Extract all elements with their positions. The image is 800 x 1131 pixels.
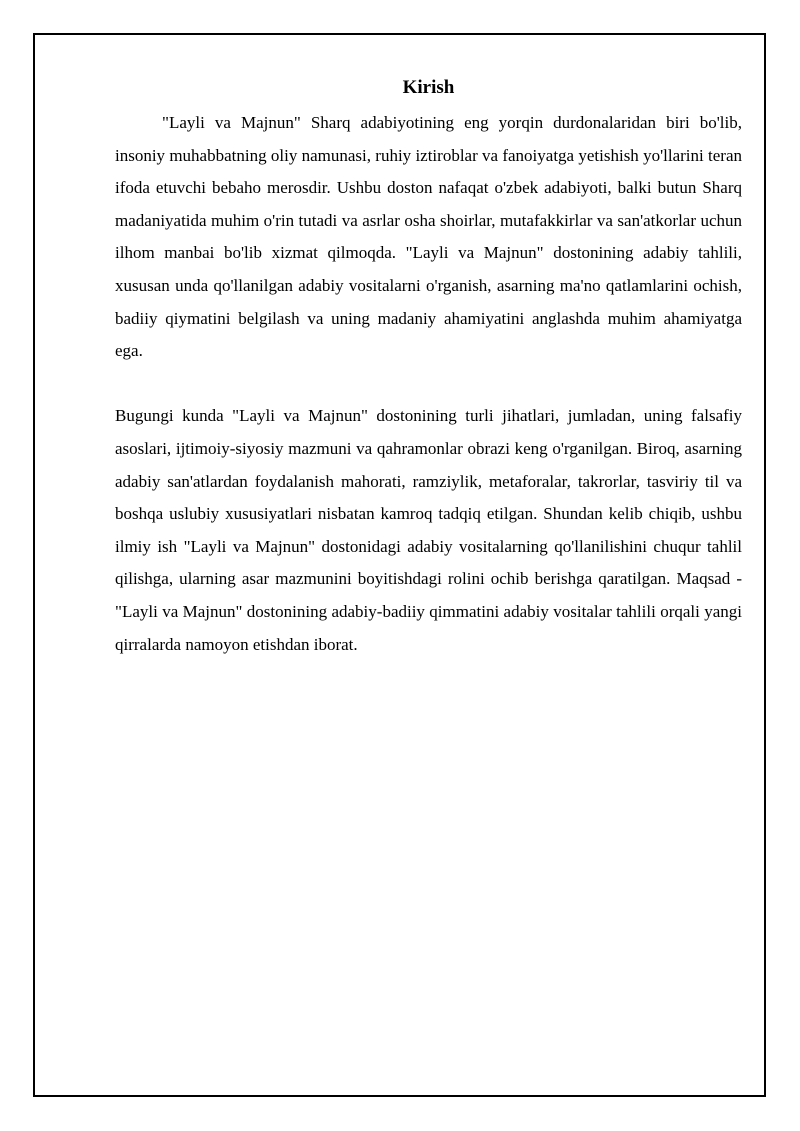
document-body (115, 76, 742, 661)
page-title: Kirish (402, 77, 455, 98)
paragraph-spacer (115, 368, 742, 401)
paragraph-intro: "Layli va Majnun" Sharq adabiyotining eng yorqin durdonalaridan biri bo'lib, insoniy muhabbatning oliy namunasi, ruhiy iztiroblar va fanoiyatga yetishish yo'llarini teran ifoda etuvchi bebaho merosdir. Ushbu doston nafaqat o'zbek adabiyoti, balki butun Sharq madaniyatida muhim o'rin tutadi va asrlar osha shoirlar, mutafakkirlar va san'atkorlar uchun ilhom manbai bo'lib xizmat qilmoqda. "Layli va Majnun" dostonining adabiy tahlili, xususan unda qo'llanilgan adabiy vositalarni o'rganish, asarning ma'no qatlamlarini ochish, badiiy qiymatini belgilash va uning madaniy ahamiyatini anglashda muhim ahamiyatga ega. (115, 113, 742, 361)
paragraph-research-aim: Bugungi kunda "Layli va Majnun" dostonining turli jihatlari, jumladan, uning falsafiy asoslari, ijtimoiy-siyosiy mazmuni va qahramonlar obrazi keng o'rganilgan. Biroq, asarning adabiy san'atlardan foydalanish mahorati, ramziylik, metaforalar, takrorlar, tasviriy til va boshqa uslubiy xususiyatlari nisbatan kamroq tadqiq etilgan. Shundan kelib chiqib, ushbu ilmiy ish "Layli va Majnun" dostonidagi adabiy vositalarning qo'llanilishini chuqur tahlil qilishga, ularning asar mazmunini boyitishdagi rolini ochib berishga qaratilgan. Maqsad - "Layli va Majnun" dostonining adabiy-badiiy qimmatini adabiy vositalar tahlili orqali yangi qirralarda namoyon etishdan iborat. (115, 406, 742, 654)
